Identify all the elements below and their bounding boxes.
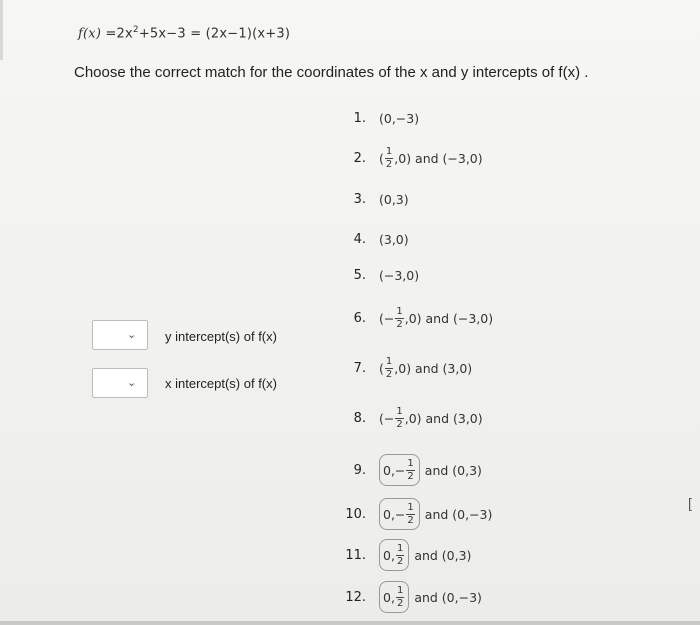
option-prefix: 0, [383,547,395,563]
y-intercept-dropdown[interactable] [92,320,148,350]
fraction-denominator: 2 [385,158,393,170]
fraction-numerator: 1 [407,457,414,469]
edge-bracket-mark: [ [688,495,692,511]
function-equals: = [105,26,117,42]
option-number: 4. [353,231,366,247]
option-number: 11. [345,547,366,563]
function-exponent: 2 [132,25,139,35]
fraction [395,407,403,430]
option-suffix: ,0) and (3,0) [404,410,483,426]
option-prefix: 0, [383,589,395,605]
frame-edge [0,0,3,60]
frame-bottom-edge [0,621,700,625]
option-11 [338,543,471,567]
option-2 [338,146,483,170]
option-number: 12. [345,589,366,605]
option-number: 6. [353,310,366,326]
fraction-numerator: 1 [385,145,393,157]
fraction-numerator: 1 [385,355,393,367]
fraction [385,357,393,380]
option-7 [338,356,472,380]
x-intercept-label: x intercept(s) of f(x) [165,376,277,391]
option-suffix: ,0) and (−3,0) [394,150,483,166]
option-8 [338,406,483,430]
paren-group [379,454,420,486]
paren-group [379,498,420,530]
option-prefix: ( [379,360,384,376]
fraction-numerator: 1 [396,584,404,596]
function-name: f(x) [78,26,102,42]
option-suffix: and (0,−3) [414,589,482,605]
option-prefix: ( [379,150,384,166]
option-suffix: ,0) and (3,0) [394,360,473,376]
fraction [395,307,403,330]
function-rest: +5x−3 = (2x−1)(x+3) [138,26,291,42]
option-text: (0,−3) [379,110,420,126]
option-number: 1. [353,110,366,126]
option-number: 2. [353,150,366,166]
fraction [406,459,414,482]
option-10 [338,502,492,526]
fraction-denominator: 2 [396,418,403,430]
option-text: (−3,0) [379,267,420,283]
option-6 [338,306,493,330]
y-intercept-label: y intercept(s) of f(x) [165,329,277,344]
question-text: Choose the correct match for the coordinates of the x and y intercepts of f(x) . [74,64,589,81]
option-number: 3. [353,191,366,207]
fraction-numerator: 1 [396,405,403,417]
option-suffix: ,0) and (−3,0) [404,310,494,326]
option-number: 5. [353,267,366,283]
option-prefix: (− [379,310,395,326]
fraction [406,503,414,526]
option-9 [338,458,482,482]
option-number: 8. [353,410,366,426]
option-prefix: (− [379,410,395,426]
function-term: 2x [116,26,133,42]
paren-group [379,539,409,571]
function-definition [78,25,290,41]
chevron-down-icon: ⌄ [127,377,137,389]
option-prefix: 0,− [383,506,406,522]
fraction [396,544,404,567]
option-number: 10. [345,506,366,522]
option-number: 9. [353,462,366,478]
option-text: (3,0) [379,231,409,247]
paren-group [379,581,409,613]
fraction [396,586,404,609]
option-text: (0,3) [379,191,409,207]
fraction-denominator: 2 [385,368,393,380]
fraction-denominator: 2 [396,555,404,567]
option-5 [338,263,419,287]
option-suffix: and (0,−3) [424,506,493,522]
fraction-numerator: 1 [396,305,403,317]
chevron-down-icon: ⌄ [127,329,137,341]
option-1 [338,106,419,130]
option-12 [338,585,482,609]
option-3 [338,187,409,211]
fraction [385,147,393,170]
option-suffix: and (0,3) [424,462,482,478]
fraction-numerator: 1 [407,501,414,513]
x-intercept-dropdown[interactable] [92,368,148,398]
fraction-denominator: 2 [407,514,414,526]
option-suffix: and (0,3) [414,547,472,563]
fraction-denominator: 2 [396,318,403,330]
option-prefix: 0,− [383,462,406,478]
option-number: 7. [353,360,366,376]
fraction-denominator: 2 [396,597,404,609]
fraction-numerator: 1 [396,542,404,554]
option-4 [338,227,409,251]
fraction-denominator: 2 [407,470,414,482]
